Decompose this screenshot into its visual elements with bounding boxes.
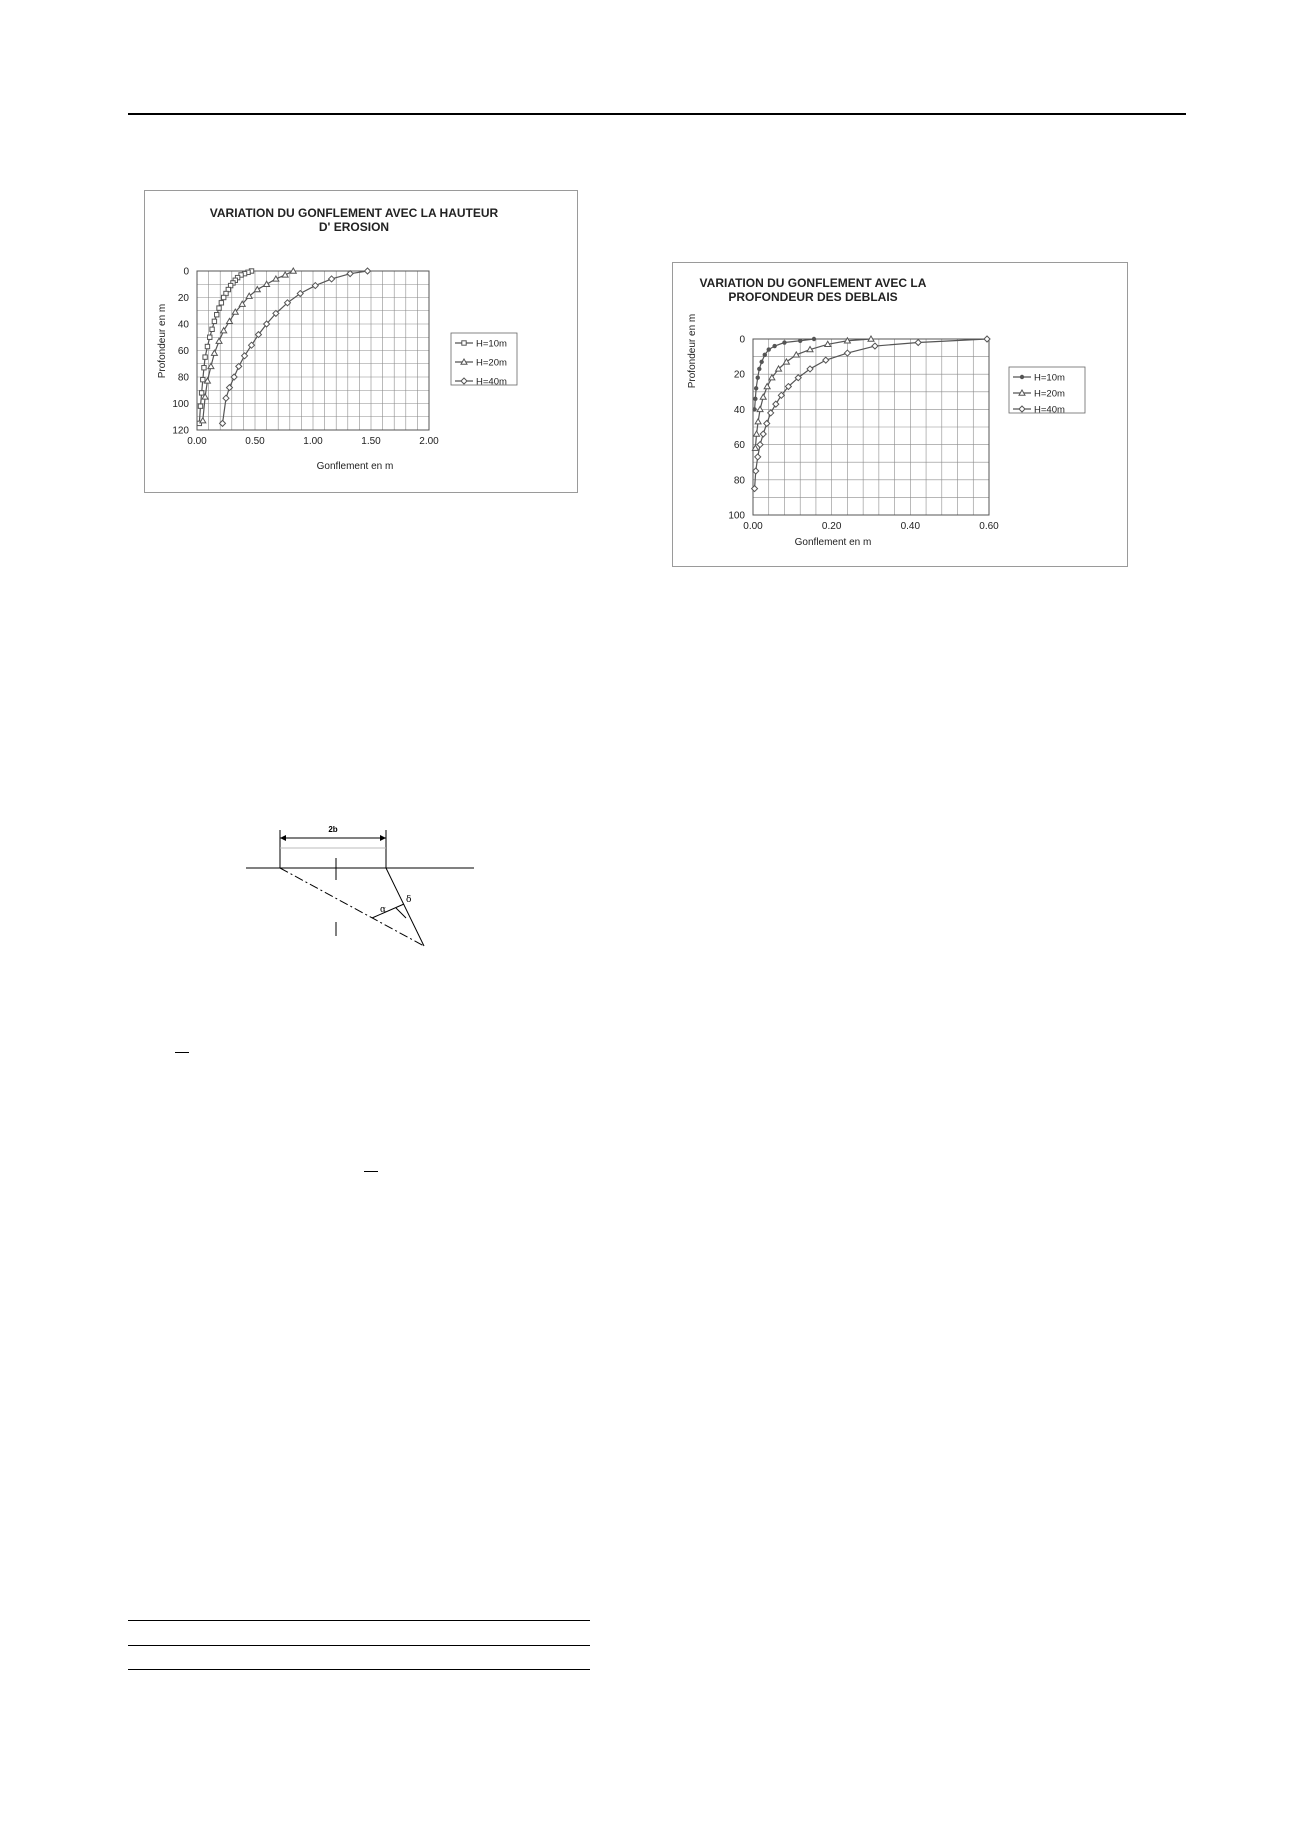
data-point	[198, 404, 202, 408]
data-point	[757, 406, 763, 411]
data-point	[759, 360, 763, 364]
legend-label: H=20m	[476, 357, 507, 369]
x-axis-label: Gonflement en m	[794, 537, 872, 548]
grid	[197, 271, 429, 430]
chart-cut-depth	[672, 262, 1128, 567]
legend-label: H=40m	[476, 376, 507, 388]
data-point	[221, 295, 225, 299]
data-point	[210, 327, 214, 331]
data-point	[217, 306, 221, 310]
y-axis-label: Profondeur en m	[157, 303, 168, 379]
table-rule-bottom	[128, 1669, 590, 1670]
y-tick-label: 80	[733, 475, 745, 487]
x-tick-label: 0.40	[900, 521, 921, 532]
chart-title: VARIATION DU GONFLEMENT AVEC LA	[699, 276, 927, 290]
x-tick-label: 0.50	[245, 436, 265, 447]
data-point	[754, 431, 760, 436]
x-tick-label: 1.00	[303, 436, 323, 447]
legend-marker	[1020, 375, 1024, 379]
data-point	[249, 342, 255, 348]
data-point	[754, 386, 758, 390]
data-point	[365, 268, 371, 274]
data-point	[764, 384, 770, 389]
data-point	[201, 377, 205, 381]
data-point	[756, 376, 760, 380]
data-point	[767, 347, 771, 351]
data-point	[205, 344, 209, 348]
data-point	[782, 340, 786, 344]
legend	[1009, 367, 1085, 416]
x-tick-label: 2.00	[419, 436, 439, 447]
y-tick-label: 60	[733, 440, 745, 452]
angle-alpha-label: α	[380, 905, 387, 915]
data-point	[199, 391, 203, 395]
chart-title-line2: PROFONDEUR DES DEBLAIS	[728, 290, 898, 304]
y-tick-label: 80	[177, 372, 189, 384]
table-rule-mid	[128, 1645, 590, 1646]
x-tick-label: 1.50	[361, 436, 381, 447]
wedge-left-edge	[280, 868, 424, 946]
data-point	[755, 454, 761, 460]
legend-label: H=40m	[1034, 404, 1065, 416]
dimension-arrow-left	[280, 835, 286, 841]
dimension-arrow-right	[380, 835, 386, 841]
data-point	[329, 276, 335, 282]
data-point	[203, 355, 207, 359]
y-tick-label: 20	[733, 369, 745, 381]
data-point	[760, 431, 766, 437]
data-point	[760, 394, 766, 399]
data-point	[823, 357, 829, 363]
data-point	[753, 468, 759, 474]
data-point	[757, 367, 761, 371]
dimension-label: 2b	[328, 825, 338, 834]
data-point	[211, 350, 217, 355]
data-point	[844, 350, 850, 356]
equation-bar-1	[175, 1052, 189, 1053]
series-layer	[197, 268, 370, 426]
x-axis-label: Gonflement en m	[316, 461, 394, 472]
data-point	[757, 442, 763, 448]
data-point	[798, 339, 802, 343]
x-tick-label: 0.20	[821, 521, 842, 532]
y-tick-label: 60	[177, 346, 189, 357]
x-tick-label: 0.00	[743, 521, 763, 532]
series-line-H=40m	[223, 271, 368, 423]
y-tick-label: 100	[172, 399, 189, 410]
angle-arc	[396, 908, 406, 918]
series-line-H=20m	[755, 339, 871, 448]
equation-bar-2	[364, 1171, 378, 1172]
y-tick-label: 40	[177, 319, 189, 331]
data-point	[236, 363, 242, 369]
data-point	[200, 418, 206, 423]
data-point	[216, 338, 222, 343]
data-point	[755, 419, 761, 424]
data-point	[763, 353, 767, 357]
legend-label: H=20m	[1034, 388, 1065, 400]
series-line-H=20m	[203, 271, 293, 421]
data-point	[753, 397, 757, 401]
data-point	[752, 486, 758, 492]
y-tick-label: 0	[183, 266, 189, 278]
series-line-H=40m	[755, 339, 987, 489]
chart-cut-depth-svg	[673, 263, 1129, 568]
x-tick-label: 0.00	[187, 436, 207, 447]
chart-title: VARIATION DU GONFLEMENT AVEC LA HAUTEUR	[209, 206, 499, 220]
grid	[753, 339, 989, 515]
data-point	[872, 343, 878, 349]
data-point	[773, 401, 779, 407]
data-point	[219, 301, 223, 305]
legend	[451, 333, 517, 388]
chart-erosion-height	[144, 190, 578, 493]
y-tick-label: 40	[733, 404, 745, 416]
y-tick-label: 100	[728, 510, 745, 522]
wedge-right-edge	[386, 868, 424, 946]
data-point	[242, 353, 248, 359]
y-tick-label: 0	[739, 334, 745, 346]
data-point	[208, 335, 212, 339]
data-point	[772, 344, 776, 348]
legend-marker	[462, 341, 466, 345]
legend-label: H=10m	[476, 338, 507, 350]
data-point	[752, 407, 756, 411]
series-layer	[752, 336, 990, 492]
data-point	[915, 340, 921, 346]
data-point	[202, 366, 206, 370]
data-point	[212, 319, 216, 323]
table-rule-top	[128, 1620, 590, 1621]
chart-title-line2: D' EROSION	[318, 220, 390, 234]
angle-delta-label: δ	[406, 895, 412, 905]
header-rule	[128, 113, 1186, 115]
y-tick-label: 20	[177, 293, 189, 304]
data-point	[264, 281, 270, 286]
data-point	[215, 313, 219, 317]
y-tick-label: 120	[172, 425, 189, 437]
legend-label: H=10m	[1034, 372, 1065, 384]
x-tick-label: 0.60	[979, 521, 999, 532]
data-point	[812, 337, 816, 341]
data-point	[221, 328, 227, 333]
chart-erosion-height-svg	[145, 191, 579, 494]
tick-labels	[172, 267, 439, 448]
data-point	[223, 395, 229, 401]
wedge-diagram	[240, 818, 480, 978]
y-axis-label: Profondeur en m	[687, 313, 698, 389]
